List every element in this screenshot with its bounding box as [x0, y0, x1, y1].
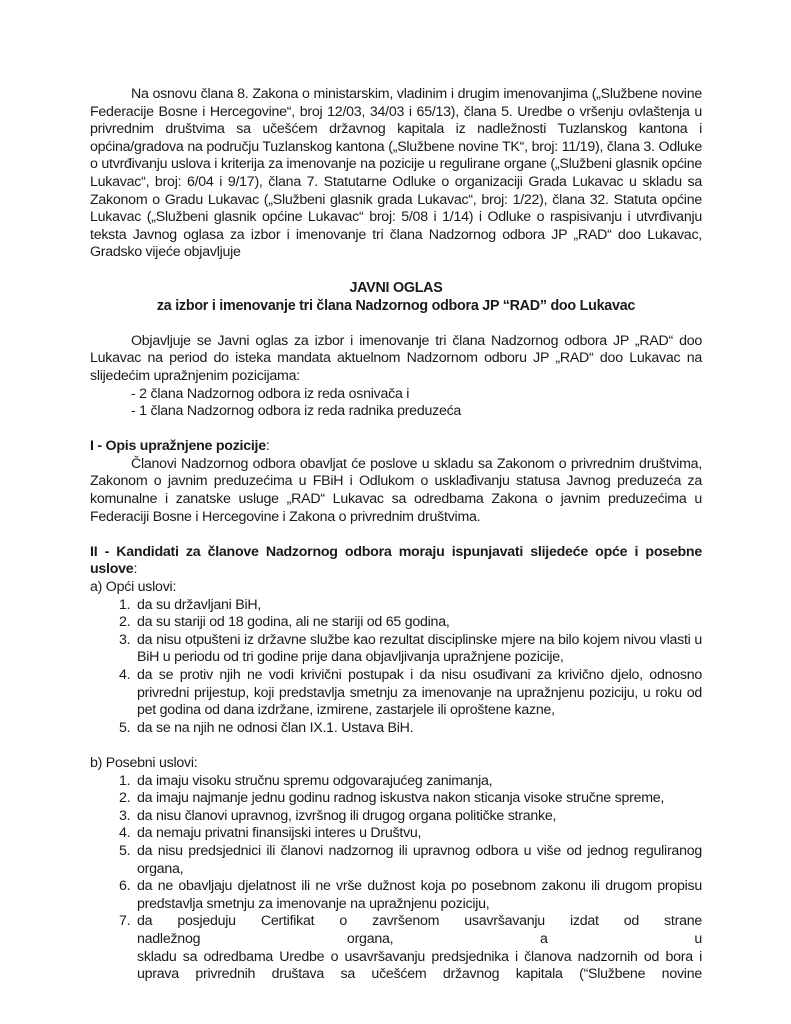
item-number: 3.	[119, 807, 131, 824]
general-condition-item	[90, 632, 702, 667]
special-condition-item	[90, 913, 702, 983]
item-number: 5.	[119, 719, 131, 736]
special-conditions-label: b) Posebni uslovi:	[90, 754, 198, 771]
section1-text: Članovi Nadzornog odbora obavljat će poslove u skladu sa Zakonom o privrednim društvima, Zakonom o javnim preduzećima u FBiH i Odlukom o usklađivanju statusa Javnog preduzeća za komunalne i zanatske usluge „RAD“ Lukavac sa odredbama Zakona o javnim preduzećima u Federaciji Bosne i Hercegovine i Zakona o privrednim društvima.	[90, 455, 702, 525]
document-subtitle: za izbor i imenovanje tri člana Nadzornog odbora JP “RAD” doo Lukavac	[156, 297, 636, 314]
item-number: 4.	[119, 825, 131, 842]
item7-line2: nadležnog organa, a u	[137, 930, 702, 947]
item-text: da su stariji od 18 godina, ali ne stariji od 65 godina,	[137, 614, 450, 631]
special-condition-item	[90, 773, 702, 791]
item-number: 5.	[119, 842, 131, 859]
document-page	[90, 86, 702, 984]
special-condition-item	[90, 843, 702, 878]
item-number: 4.	[119, 667, 131, 683]
item7-line3: skladu sa odredbama Uredbe o usavršavanju predsjednika i članova nadzornih od bora i uprava privrednih društava sa učešćem državnog kapitala (“Službene novine	[137, 948, 702, 983]
section1-heading: I - Opis upražnjene pozicije	[90, 438, 266, 455]
section2-heading: II - Kandidati za članove Nadzornog odbora moraju ispunjavati slijedeće opće i posebne uslove	[90, 543, 702, 578]
item-text: da nisu otpušteni iz državne službe kao rezultat disciplinske mjere na bilo kojem nivou vlasti u BiH u periodu od tri godine prije dana objavljivanja upražnjene pozicije,	[137, 631, 702, 666]
section2-heading-suffix: :	[133, 561, 138, 578]
item-text: da imaju najmanje jednu godinu radnog iskustva nakon sticanja visoke stručne spreme,	[137, 790, 665, 807]
general-condition-item	[90, 720, 702, 738]
general-condition-item	[90, 667, 702, 720]
special-condition-item	[90, 825, 702, 843]
special-condition-item	[90, 808, 702, 826]
section1-heading-line	[90, 438, 702, 456]
position-item: - 2 člana Nadzornog odbora iz reda osnivača i	[131, 385, 410, 402]
special-conditions-list	[90, 773, 702, 984]
general-condition-item	[90, 597, 702, 615]
item-text: da nisu predsjednici ili članovi nadzornog ili upravnog odbora u više od jednog reguliranog organa,	[137, 842, 702, 877]
section1-heading-suffix: :	[265, 438, 270, 455]
item-number: 6.	[119, 878, 131, 895]
item-text: da se na njih ne odnosi član IX.1. Ustava BiH.	[137, 719, 414, 736]
item-text: da ne obavljaju djelatnost ili ne vrše dužnost koja po posebnom zakonu ili drugom propisu predstavlja smetnju za imenovanje na upražnjenu poziciju,	[137, 878, 702, 912]
general-conditions-label: a) Opći uslovi:	[90, 579, 177, 596]
item7-line1: da posjeduju Certifikat o završenom usavršavanju izdat od strane	[137, 913, 702, 930]
document-title: JAVNI OGLAS	[349, 279, 443, 296]
special-condition-item	[90, 790, 702, 808]
position-item: - 1 člana Nadzornog odbora iz reda radnika preduzeća	[131, 403, 462, 420]
general-condition-item	[90, 614, 702, 632]
general-conditions-list	[90, 597, 702, 738]
item-number: 1.	[119, 772, 131, 789]
item-text: da nisu članovi upravnog, izvršnog ili drugog organa političke stranke,	[137, 807, 557, 824]
special-condition-item	[90, 878, 702, 913]
item-text: da imaju visoku stručnu spremu odgovarajućeg zanimanja,	[137, 772, 493, 789]
preamble-paragraph: Na osnovu člana 8. Zakona o ministarskim, vladinim i drugim imenovanjima („Službene novine Federacije Bosne i Hercegovine“, broj 12/03, 34/03 i 65/13), člana 5. Uredbe o vršenju ovlaštenja u privrednim društvima sa učešćem državnog kapitala iz nadležnosti Tuzlanskog kantona i općina/gradova na području Tuzlanskog kantona („Službene novine TK“, broj: 11/19), člana 3. Odluke o utvrđivanju uslova i kriterija za imenovanje na pozicije u regulirane organe („Službeni glasnik općine Lukavac“, broj: 6/04 i 9/17), člana 7. Statutarne Odluke o organizaciji Grada Lukavac u skladu sa Zakonom o Gradu Lukavac („Službeni glasnik grada Lukavac“, broj: 1/22), člana 32. Statuta općine Lukavac („Službeni glasnik općine Lukavac“ broj: 5/08 i 1/14) i Odluke o raspisivanju i utvrđivanju teksta Javnog oglasa za izbor i imenovanje tri člana Nadzornog odbora JP „RAD“ doo Lukavac, Gradsko vijeće objavljuje	[90, 86, 702, 261]
item-text: da nemaju privatni finansijski interes u Društvu,	[137, 825, 422, 842]
positions-list	[90, 386, 702, 421]
item-number: 1.	[119, 596, 131, 613]
intro-paragraph: Objavljuje se Javni oglas za izbor i imenovanje tri člana Nadzornog odbora JP „RAD“ doo Lukavac na period do isteka mandata aktuelnom Nadzornom odboru JP „RAD“ doo Lukavac na slijedećim upražnjenim pozicijama:	[90, 332, 702, 384]
item-text: da su državljani BiH,	[137, 596, 262, 613]
section2-heading-line	[90, 544, 702, 579]
item-number: 2.	[119, 790, 131, 807]
item-text: da se protiv njih ne vodi krivični postupak i da nisu osuđivani za krivično djelo, odnosno privredni prijestup, koji predstavlja smetnju za imenovanje na upražnjenu poziciju, u roku od pet godina od dana izdržane, izmirene, zastarjele ili oproštene kazne,	[137, 667, 702, 719]
item-number: 3.	[119, 631, 131, 648]
item-number: 7.	[119, 913, 131, 930]
item-number: 2.	[119, 614, 131, 631]
